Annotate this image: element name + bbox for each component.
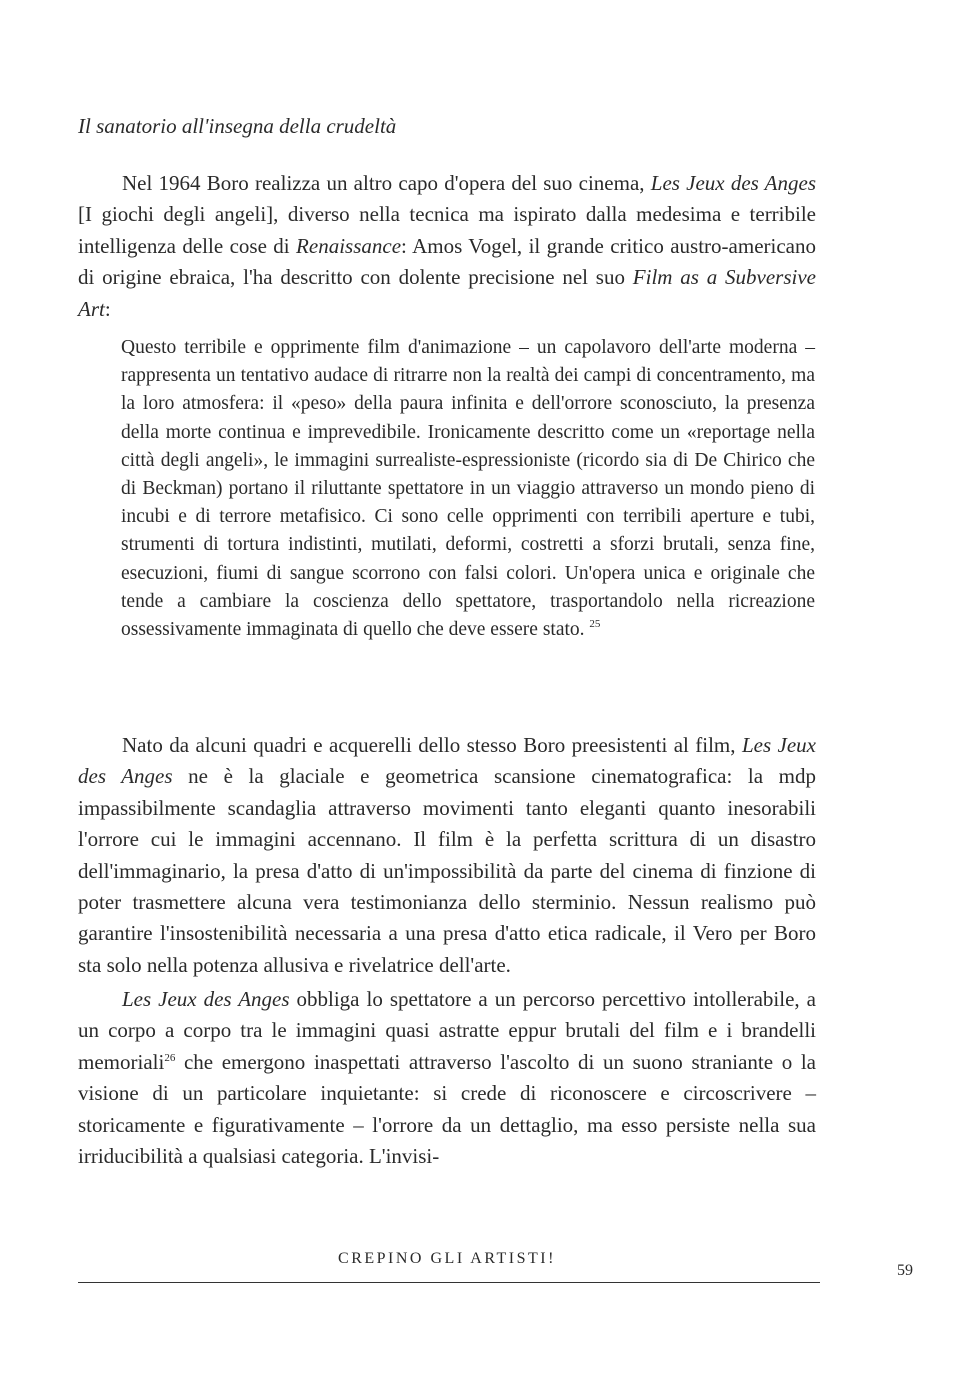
paragraph-perception bbox=[78, 984, 816, 1172]
footnote-ref: 25 bbox=[589, 618, 601, 631]
page-number: 59 bbox=[897, 1262, 913, 1279]
running-footer-title: CREPINO GLI ARTISTI! bbox=[338, 1250, 556, 1267]
book-title: Film as a Subversive Art bbox=[78, 265, 817, 321]
text-run: [I giochi degli angeli], diverso nella tecnica ma ispirato dalla medesima e terribile intelligenza delle cose di bbox=[78, 202, 816, 258]
film-title: Renaissance bbox=[296, 233, 402, 258]
quote-text: Questo terribile e opprimente film d'animazione – un capolavoro dell'arte moderna – rappresenta un tentativo audace di ritrarre non la realtà dei campi di concentramento, ma la loro atmosfera: il «peso» della paura infinita e dell'orrore sconosciuto, la presenza della morte continua e imprevedibile. Ironicamente descritto come un «reportage nella città degli angeli», le immagini surrealiste-espressioniste (ricordo sia di De Chirico che di Beckman) portano il riluttante spettatore in un viaggio attraverso un mondo pieno di incubi e di terrore metafisico. Ci sono celle opprimenti con terribili aperture e tubi, strumenti di tortura indistinti, mutilati, deformi, costretti a sforzi brutali, senza fine, esecuzioni, fiumi di sangue scorrono con falsi colori. Un'opera unica e originale che tende a cambiare la coscienza dello spettatore, trasportandolo nella ricreazione ossessivamente immaginata di quello che deve essere stato. bbox=[121, 337, 815, 641]
text-run: ne è la glaciale e geometrica scansione cinematografica: la mdp impassibilmente scandaglia attraverso movimenti tanto eleganti quanto inesorabili l'orrore cui le immagini accennano. Il film è la perfetta scrittura di un disastro dell'immaginario, la presa d'atto di un'impossibilità da parte del cinema di finzione di poter trasmettere alcuna vera testimonianza dello sterminio. Nessun realismo può garantire l'insostenibilità necessaria a una presa d'atto etica radicale, il Vero per Boro sta solo nella potenza allusiva e rivelatrice dell'arte. bbox=[78, 764, 816, 977]
block-quote bbox=[121, 334, 815, 644]
film-title: Les Jeux des Anges bbox=[122, 987, 290, 1011]
film-title: Les Jeux des Anges bbox=[650, 171, 816, 195]
film-title: Les Jeux des Anges bbox=[78, 733, 816, 789]
section-title: Il sanatorio all'insegna della crudeltà bbox=[78, 114, 397, 138]
paragraph-intro bbox=[78, 168, 816, 325]
text-run: che emergono inaspettati attraverso l'ascolto di un suono straniante o la visione di un particolare inquietante: si crede di riconoscere e circoscrivere – storicamente e figurativamente – l'orrore da un dettaglio, ma esso persiste nella sua irriducibilità a qualsiasi categoria. L'invisi- bbox=[78, 1049, 816, 1169]
text-run: : bbox=[104, 296, 111, 321]
footnote-ref: 26 bbox=[164, 1051, 176, 1064]
text-run: Nato da alcuni quadri e acquerelli dello stesso Boro preesistenti al film, bbox=[122, 733, 742, 757]
text-run: Nel 1964 Boro realizza un altro capo d'opera del suo cinema, bbox=[122, 171, 651, 195]
text-run: : Amos Vogel, il grande critico austro-americano di origine ebraica, l'ha descritto con dolente precisione nel suo bbox=[78, 233, 816, 290]
text-run: obbliga lo spettatore a un percorso percettivo intollerabile, a un corpo a corpo tra le immagini quasi astratte eppur brutali del film e i brandelli memoriali bbox=[78, 987, 816, 1074]
paragraph-analysis bbox=[78, 730, 816, 981]
footer-divider bbox=[78, 1282, 820, 1283]
